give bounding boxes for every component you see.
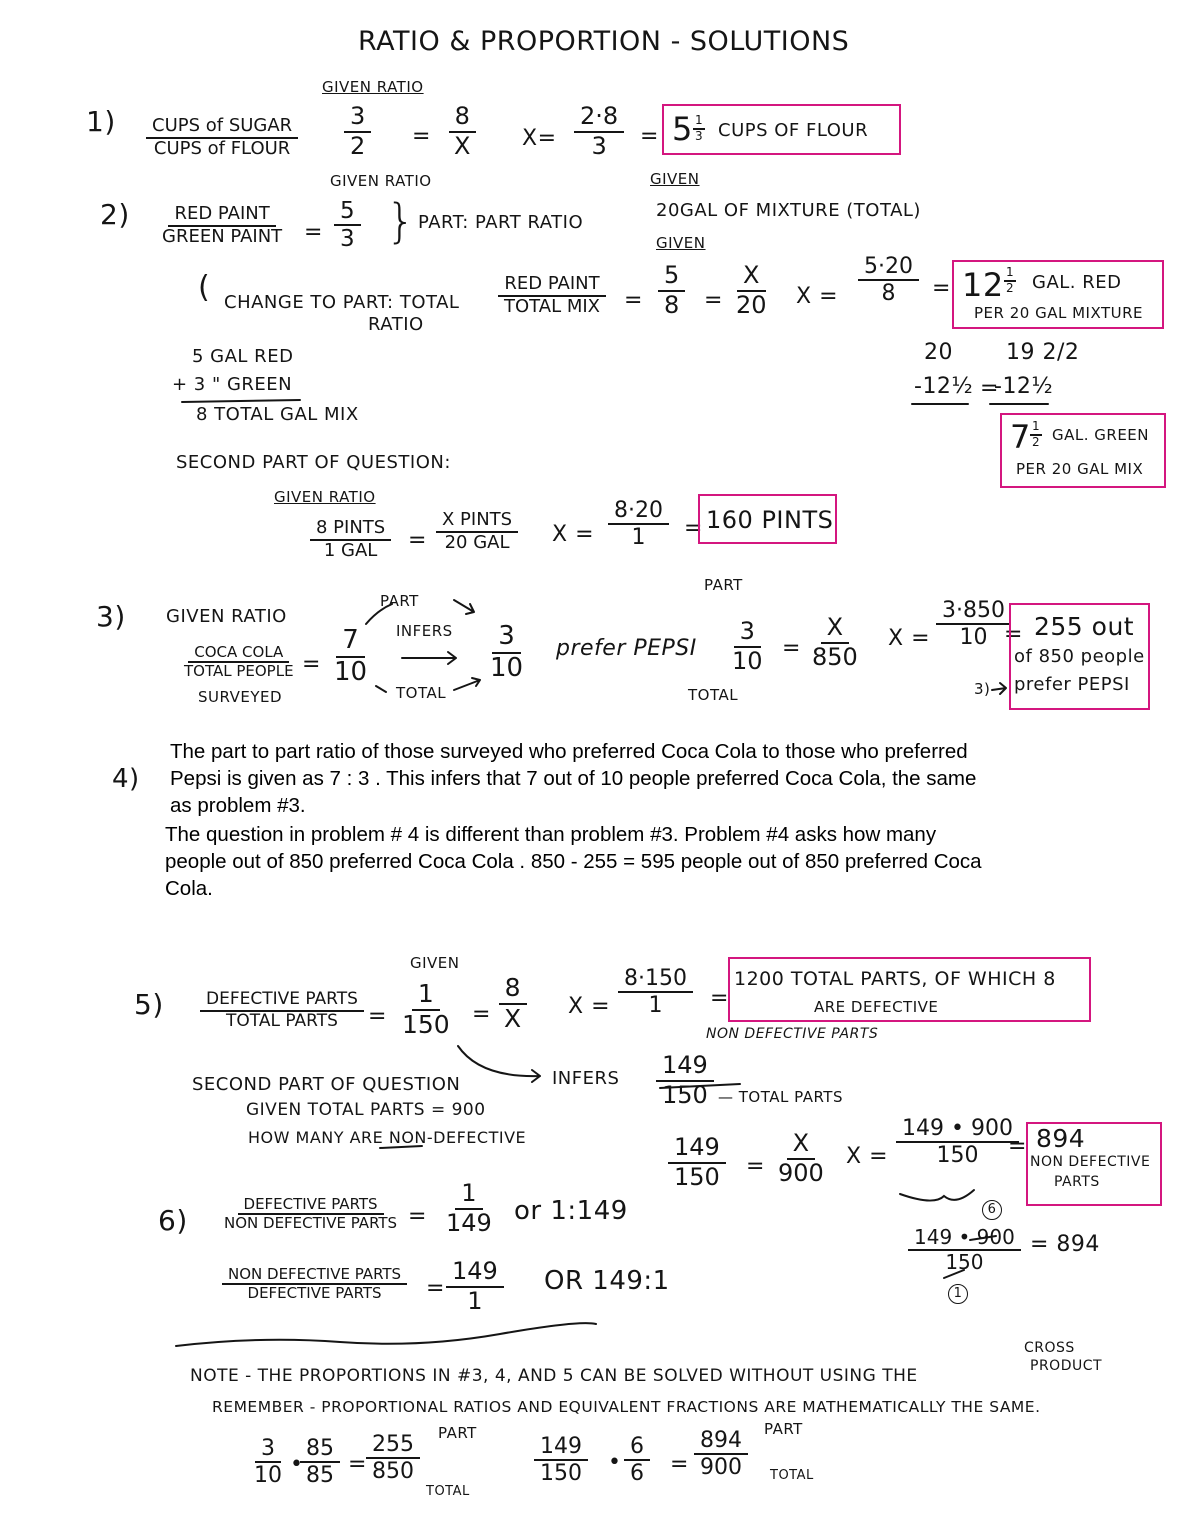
p3-fraction-x-850 — [806, 614, 864, 671]
p2-equals-d: = — [408, 528, 427, 553]
note-a-denominator: 10 — [254, 1463, 282, 1489]
p2-open-paren: ( — [198, 270, 211, 305]
p1-solution-fraction — [574, 103, 624, 160]
note-total-label-2: TOTAL — [770, 1468, 814, 1483]
p5-r-numerator: 149 • 900 — [908, 1226, 1021, 1251]
p3-label-numerator: COCA COLA — [188, 644, 289, 663]
p1-answer-fraction-den: 3 — [695, 128, 703, 143]
p5-equals-4: = — [746, 1154, 765, 1179]
p5-answer-line-2: ARE DEFECTIVE — [814, 998, 939, 1016]
page-title: RATIO & PROPORTION - SOLUTIONS — [358, 26, 850, 57]
p2-answer-green-whole: 7 — [1010, 418, 1031, 456]
p2-equals: = — [304, 220, 323, 245]
p5-non-defective-label: NON DEFECTIVE PARTS — [706, 1026, 879, 1042]
p3-solution-numerator: 3·850 — [936, 598, 1011, 625]
p2-pints-answer: 160 PINTS — [706, 506, 834, 534]
note-wavy-separator — [176, 1323, 596, 1346]
p5-solution-fraction — [618, 966, 693, 1019]
note-dot-1: • — [290, 1452, 304, 1477]
p4-text-line-5: people out of 850 preferred Coca Cola . 850 - 255 = 595 people out of 850 preferred Coca — [165, 850, 982, 873]
p2-fraction-x-20 — [730, 262, 773, 319]
p5-label-numerator: DEFECTIVE PARTS — [200, 990, 364, 1012]
p2-fraction-5-8 — [658, 262, 685, 319]
p5-n-denominator: 150 — [936, 1143, 979, 1169]
p2-solution-denominator: 8 — [881, 281, 896, 307]
note-c-numerator: 255 — [366, 1432, 420, 1459]
p4-text-line-2: Pepsi is given as 7 : 3 . This infers that 7 out of 10 people preferred Coca Cola, the same — [170, 767, 977, 790]
p1-unknown-denominator: X — [454, 131, 471, 160]
p5-x-equals: X = — [568, 994, 610, 1019]
p3-f-denominator: 10 — [334, 656, 368, 687]
note-equals-2: = — [670, 1452, 689, 1477]
problem-3-number: 3) — [96, 600, 126, 633]
note-fraction-6-6 — [624, 1434, 650, 1487]
p2-equals-a: = — [624, 288, 643, 313]
p2-given-denominator: 3 — [340, 226, 355, 253]
problem-4-number: 4) — [112, 764, 140, 794]
p2-answer-red-whole: 12 — [962, 266, 1004, 304]
p6-label-denominator: NON DEFECTIVE PARTS — [224, 1214, 398, 1233]
p3-fraction-7-10 — [328, 626, 373, 688]
p5-label-denominator: TOTAL PARTS — [226, 1010, 338, 1031]
p2-subtract-a1: 20 — [924, 340, 953, 365]
p6-label-ratio — [218, 1196, 403, 1233]
problem-2-number: 2) — [100, 198, 130, 231]
p1-x-equals: X= — [522, 126, 557, 151]
p1-answer-whole: 5 — [672, 110, 693, 148]
p2-sum-line-2: + 3 " GREEN — [172, 374, 293, 395]
p3-answer-number: 3) — [974, 680, 991, 698]
note-c-denominator: 850 — [372, 1459, 414, 1485]
p2-change-text: CHANGE TO PART: TOTAL — [224, 292, 460, 313]
p5-circled-1: 1 — [948, 1284, 968, 1304]
p2-subtract-b1: 19 2/2 — [1006, 340, 1080, 365]
p1-answer-text: CUPS OF FLOUR — [718, 120, 869, 141]
p5-given-total-parts: GIVEN TOTAL PARTS = 900 — [246, 1100, 486, 1120]
p3-part-label: PART — [380, 592, 419, 610]
p2-pints-sol-denominator: 1 — [631, 525, 646, 551]
p6-or-1-149: or 1:149 — [514, 1196, 628, 1226]
p5-answer-line-1: 1200 TOTAL PARTS, OF WHICH 8 — [734, 968, 1056, 990]
p5-fraction-8-x — [498, 974, 527, 1034]
p2-xpints-denominator: 20 GAL — [444, 531, 510, 553]
problem-1-number: 1) — [86, 105, 116, 138]
p2-solution-numerator: 5·20 — [858, 254, 919, 281]
note-product-label: PRODUCT — [1030, 1358, 1103, 1374]
p3-total-label: TOTAL — [396, 684, 447, 702]
p2-pints-per-gal — [310, 518, 391, 561]
p6-g-numerator: 149 — [446, 1258, 504, 1288]
p3-fraction-3-10 — [484, 622, 529, 684]
p5-solution-denominator: 1 — [648, 993, 663, 1019]
p2-given-label-2: GIVEN — [650, 170, 700, 188]
p5-fraction-149-150 — [656, 1052, 714, 1109]
p2-subtract-b2: -12½ — [994, 374, 1054, 399]
p2-label-denominator: GREEN PAINT — [162, 225, 283, 247]
p5-infers-label: INFERS — [552, 1068, 620, 1089]
p2-brace: } — [386, 194, 416, 248]
p5-simplify-fraction — [908, 1226, 1021, 1274]
p2-f2-numerator: X — [737, 262, 765, 292]
p1-solution-numerator: 2·8 — [574, 103, 624, 133]
p3-answer-line-1: 255 out — [1034, 612, 1135, 641]
p3-part-label-2: PART — [704, 576, 743, 594]
p5-total-parts-label: — TOTAL PARTS — [718, 1088, 843, 1106]
p4-text-line-4: The question in problem # 4 is different than problem #3. Problem #4 asks how many — [165, 823, 937, 846]
p5-brace — [900, 1190, 974, 1201]
p5-non-def-solution — [896, 1116, 1019, 1169]
note-fraction-894-900 — [694, 1428, 748, 1481]
problem-6-number: 6) — [158, 1204, 188, 1237]
note-line-1: NOTE - THE PROPORTIONS IN #3, 4, AND 5 CAN BE SOLVED WITHOUT USING THE — [190, 1366, 918, 1386]
p5-f-numerator: 1 — [412, 980, 440, 1011]
p3-solution-denominator: 10 — [959, 625, 988, 651]
p2-pints-numerator: 8 PINTS — [310, 518, 391, 541]
p3-h-numerator: 3 — [734, 618, 761, 648]
p2-label-ratio — [156, 204, 288, 247]
p2-label-numerator: RED PAINT — [168, 204, 275, 227]
p6-equals-2: = — [426, 1276, 445, 1301]
p4-text-line-1: The part to part ratio of those surveyed who preferred Coca Cola to those who preferred — [170, 740, 968, 763]
p2-sum-underline — [182, 400, 300, 402]
p5-label-ratio — [200, 990, 364, 1031]
p1-equals: = — [412, 124, 431, 149]
p6-label-ratio-2 — [222, 1266, 407, 1303]
note-fraction-3-10 — [248, 1436, 288, 1489]
p5-non-def-answer-text-2: PARTS — [1054, 1174, 1100, 1190]
p5-m-denominator: 900 — [778, 1158, 824, 1187]
p3-solution-fraction — [936, 598, 1011, 651]
p6-label-numerator: DEFECTIVE PARTS — [238, 1196, 384, 1215]
p1-answer-fraction — [693, 114, 705, 144]
p2-answer-red-fraction — [1004, 266, 1016, 296]
p1-label-ratio — [146, 116, 298, 159]
p2-pints-solution — [608, 498, 669, 551]
p2-red-total-ratio — [498, 274, 606, 317]
p3-answer-line-2: of 850 people — [1014, 646, 1145, 667]
p5-given-label: GIVEN — [410, 954, 460, 972]
note-a-numerator: 3 — [255, 1436, 281, 1463]
p2-red-denominator: TOTAL MIX — [504, 295, 600, 317]
note-equals-1: = — [348, 1452, 367, 1477]
p3-g-numerator: 3 — [492, 622, 521, 654]
p6-equals: = — [408, 1204, 427, 1229]
p5-second-part-label: SECOND PART OF QUESTION — [192, 1074, 461, 1095]
p3-total-arrow — [454, 678, 480, 690]
note-d-denominator: 150 — [540, 1461, 582, 1487]
p6-fraction-149-1 — [446, 1258, 504, 1315]
p6-or-149-1: OR 149:1 — [544, 1266, 670, 1296]
p1-given-ratio-label: GIVEN RATIO — [322, 78, 424, 96]
p3-k-denominator: 850 — [812, 642, 858, 671]
p2-pints-sol-numerator: 8·20 — [608, 498, 669, 525]
p3-label-denominator: TOTAL PEOPLE — [184, 662, 294, 681]
p2-given-numerator: 5 — [334, 198, 361, 226]
p5-equals-5: = — [1008, 1134, 1027, 1159]
note-fraction-85-85 — [300, 1436, 340, 1489]
p2-x-equals: X = — [796, 284, 838, 309]
p5-k-denominator: 150 — [674, 1162, 720, 1191]
p5-fraction-x-900 — [772, 1130, 830, 1187]
p3-given-ratio-label: GIVEN RATIO — [166, 606, 287, 627]
p3-h-denominator: 10 — [732, 646, 763, 675]
p4-text-line-3: as problem #3. — [170, 794, 306, 817]
p5-equals-894: = 894 — [1030, 1232, 1100, 1257]
p3-total-label-2: TOTAL — [688, 686, 739, 704]
p6-label2-numerator: NON DEFECTIVE PARTS — [222, 1266, 407, 1285]
note-b-numerator: 85 — [300, 1436, 340, 1463]
problem-5-number: 5) — [134, 988, 164, 1021]
note-part-label-2: PART — [764, 1420, 803, 1438]
p6-f-numerator: 1 — [455, 1180, 482, 1210]
note-e-numerator: 6 — [624, 1434, 650, 1461]
note-fraction-149-150 — [534, 1434, 588, 1487]
p3-prefer-pepsi: prefer PEPSI — [556, 636, 697, 661]
p2-answer-green-text: GAL. GREEN — [1052, 426, 1149, 444]
p2-equals-c: = — [932, 276, 951, 301]
p5-n-numerator: 149 • 900 — [896, 1116, 1019, 1143]
p5-fraction-149-150-b — [668, 1134, 726, 1191]
p2-part-part-label: PART: PART RATIO — [418, 212, 584, 233]
p2-x-pints-per-20gal — [436, 510, 518, 553]
note-f-denominator: 900 — [700, 1455, 742, 1481]
p6-g-denominator: 1 — [467, 1286, 483, 1315]
p6-fraction-1-149 — [440, 1180, 498, 1237]
p2-sum-line-3: 8 TOTAL GAL MIX — [196, 404, 359, 425]
p2-second-part-label: SECOND PART OF QUESTION: — [176, 452, 451, 473]
p2-given-fraction — [334, 198, 361, 253]
p3-equals-3: = — [1004, 622, 1023, 647]
note-e-denominator: 6 — [630, 1461, 644, 1487]
p2-equals-e: = — [684, 516, 703, 541]
p6-label2-denominator: DEFECTIVE PARTS — [247, 1284, 382, 1303]
p5-circled-6: 6 — [982, 1200, 1002, 1220]
p3-total-pointer — [376, 686, 386, 692]
p1-unknown-fraction — [448, 103, 476, 160]
p5-non-def-answer-text: NON DEFECTIVE — [1030, 1154, 1151, 1170]
p3-part-arrow — [454, 600, 474, 614]
p2-pints-denominator: 1 GAL — [323, 539, 378, 561]
p5-solution-numerator: 8·150 — [618, 966, 693, 993]
p1-answer-fraction-num: 1 — [693, 114, 705, 130]
note-total-label-1: TOTAL — [426, 1484, 470, 1499]
p2-ans2-fraction-den: 2 — [1032, 434, 1040, 449]
note-d-numerator: 149 — [534, 1434, 588, 1461]
p3-x-equals: X = — [888, 626, 930, 651]
p2-xpints-numerator: X PINTS — [436, 510, 518, 533]
p2-given-label-3: GIVEN — [656, 234, 706, 252]
p2-f1-numerator: 5 — [658, 262, 685, 292]
p5-k-numerator: 149 — [668, 1134, 726, 1164]
p2-sum-line-1: 5 GAL RED — [192, 346, 294, 367]
p5-r-denominator: 150 — [945, 1250, 984, 1274]
p3-infers-arrow — [402, 652, 456, 664]
p2-change-text-2: RATIO — [368, 314, 424, 335]
p1-label-denominator: CUPS of FLOUR — [153, 137, 291, 159]
p5-h-denominator: 150 — [662, 1080, 708, 1109]
p1-unknown-numerator: 8 — [449, 103, 476, 133]
p3-label-ratio — [178, 644, 300, 681]
p2-f2-denominator: 20 — [736, 290, 767, 319]
p2-ans2-fraction-num: 1 — [1030, 420, 1042, 436]
p5-m-numerator: X — [787, 1130, 815, 1160]
p2-answer-red-text-2: PER 20 GAL MIXTURE — [974, 304, 1143, 322]
p3-answer-line-3: prefer PEPSI — [1014, 674, 1130, 695]
p2-subtract-a2: -12½ — [914, 374, 974, 399]
note-b-denominator: 85 — [306, 1463, 334, 1489]
p5-f-denominator: 150 — [402, 1009, 450, 1039]
p3-equals: = — [302, 652, 321, 677]
p5-equals: = — [368, 1004, 387, 1029]
p3-answer-arrow — [992, 683, 1006, 694]
p2-answer-green-fraction — [1030, 420, 1042, 450]
p3-fraction-3-10-b — [726, 618, 769, 675]
p5-g-numerator: 8 — [499, 974, 527, 1005]
p5-non-def-answer: 894 — [1036, 1124, 1086, 1153]
p3-g-denominator: 10 — [490, 652, 524, 683]
p1-equals-2: = — [640, 124, 659, 149]
p3-f-numerator: 7 — [336, 626, 365, 658]
p3-equals-2: = — [782, 636, 801, 661]
note-dot-2: • — [608, 1450, 622, 1475]
p1-label-numerator: CUPS of SUGAR — [146, 116, 298, 139]
note-cross-label: CROSS — [1024, 1340, 1075, 1356]
p5-x-equals-2: X = — [846, 1144, 888, 1169]
p2-subtract-eq: = — [980, 376, 999, 401]
p3-infers-label: INFERS — [396, 622, 453, 640]
p2-given-ratio-label: GIVEN RATIO — [330, 172, 432, 190]
p5-how-many-non-defective: HOW MANY ARE NON-DEFECTIVE — [248, 1128, 527, 1147]
p2-given-ratio-label-2: GIVEN RATIO — [274, 488, 376, 506]
p4-text-line-6: Cola. — [165, 877, 213, 900]
note-part-label-1: PART — [438, 1424, 477, 1442]
p2-x-equals-2: X = — [552, 522, 594, 547]
p1-solution-denominator: 3 — [591, 131, 607, 160]
p2-red-numerator: RED PAINT — [498, 274, 605, 297]
p2-solution-fraction — [858, 254, 919, 307]
p1-given-denominator: 2 — [350, 131, 366, 160]
p5-equals-2: = — [472, 1002, 491, 1027]
p6-f-denominator: 149 — [446, 1208, 492, 1237]
p2-equals-b: = — [704, 288, 723, 313]
note-fraction-255-850 — [366, 1432, 420, 1485]
p2-f1-denominator: 8 — [664, 290, 680, 319]
p5-fraction-1-150 — [396, 980, 456, 1040]
p5-equals-3: = — [710, 986, 729, 1011]
p2-ans1-fraction-num: 1 — [1004, 266, 1016, 282]
note-line-2: REMEMBER - PROPORTIONAL RATIOS AND EQUIVALENT FRACTIONS ARE MATHEMATICALLY THE SAME. — [212, 1398, 1041, 1416]
p3-k-numerator: X — [821, 614, 849, 644]
p2-mixture-text: 20GAL OF MIXTURE (TOTAL) — [656, 200, 921, 221]
p5-infers-arrow — [458, 1046, 540, 1082]
p2-ans1-fraction-den: 2 — [1006, 280, 1014, 295]
p2-answer-green-text-2: PER 20 GAL MIX — [1016, 460, 1144, 478]
p3-label-denominator-2: SURVEYED — [198, 688, 283, 706]
p1-given-numerator: 3 — [344, 103, 371, 133]
note-f-numerator: 894 — [694, 1428, 748, 1455]
p1-given-fraction — [344, 103, 371, 160]
p5-g-denominator: X — [504, 1003, 522, 1033]
p2-answer-red-text: GAL. RED — [1032, 272, 1122, 293]
p5-h-numerator: 149 — [656, 1052, 714, 1082]
